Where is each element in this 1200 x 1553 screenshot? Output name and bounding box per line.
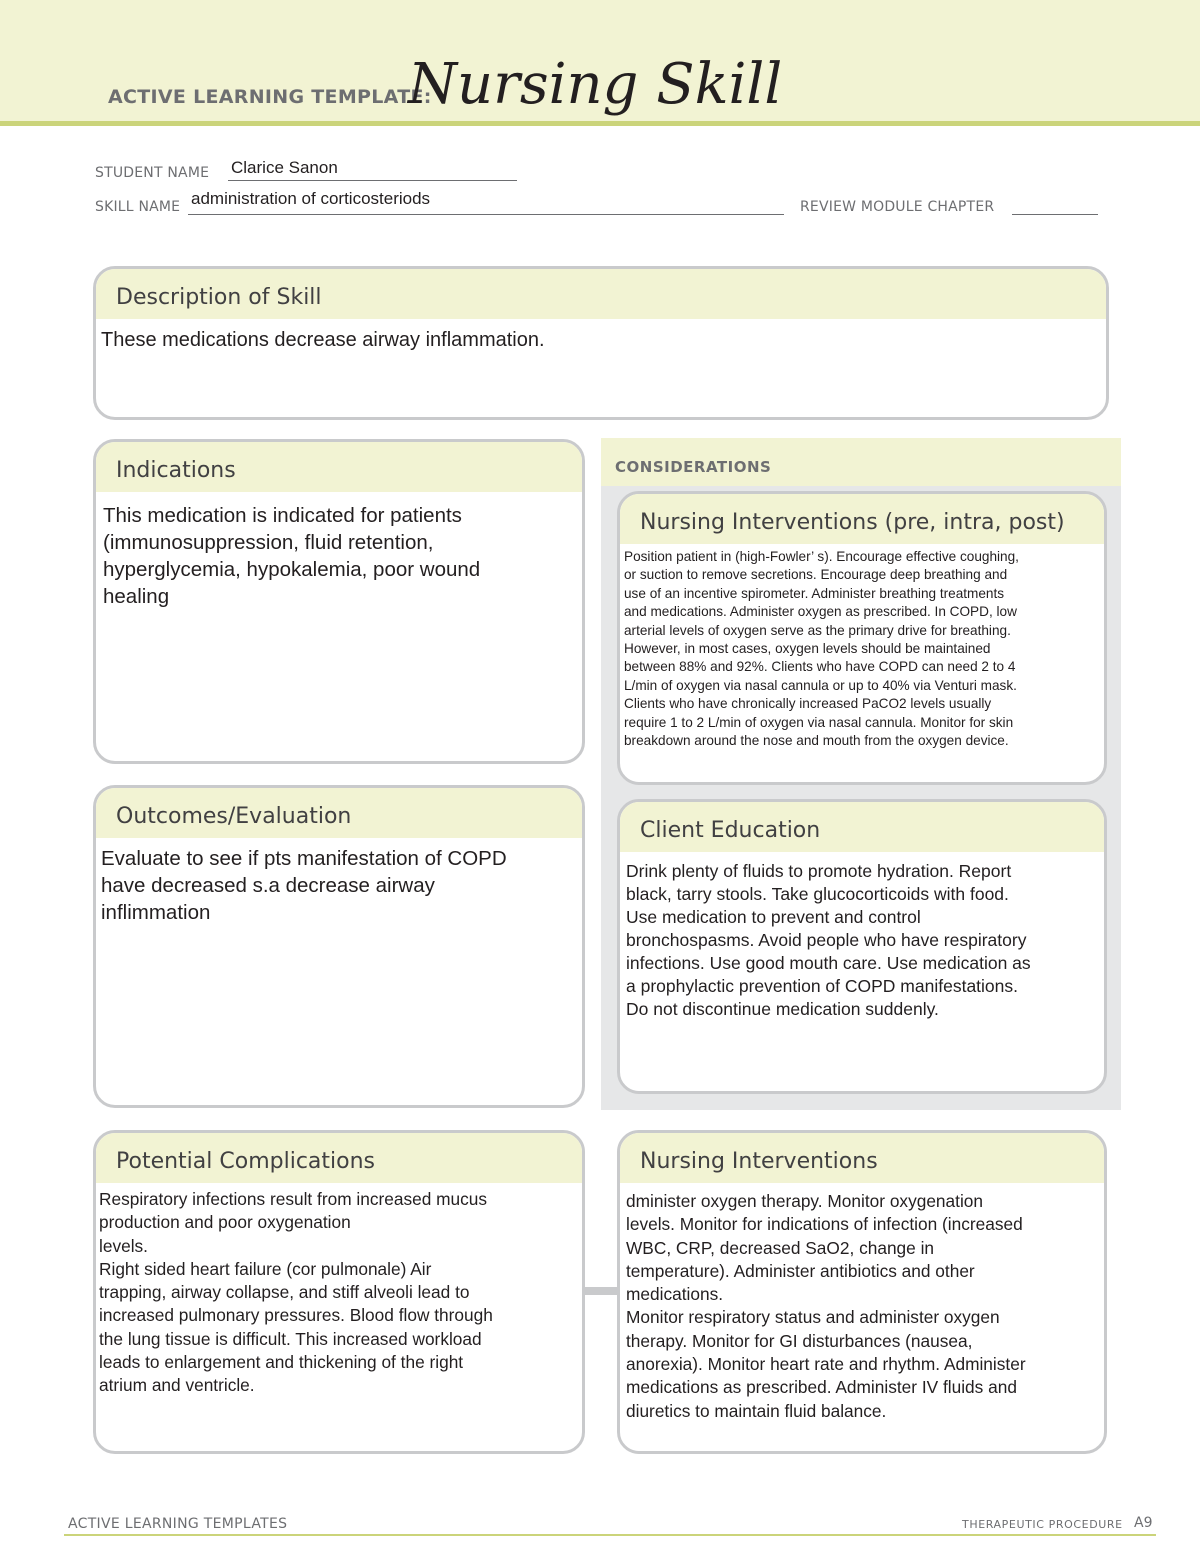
indications-box	[93, 439, 585, 764]
skill-name-field[interactable]: administration of corticosteriods	[191, 189, 431, 208]
template-label: ACTIVE LEARNING TEMPLATE:	[108, 86, 432, 108]
complications-text[interactable]: Respiratory infections result from increased mucus production and poor oxygenation levels. Right sided heart failure (cor pulmonale) Air trapping, airway collapse, and stiff alveoli lead to increased pulmonary pressures. Blood flow through the lung tissue is difficult. This increased workload leads to enlargement and thickening of the right atrium and ventricle.	[99, 1189, 493, 1396]
nursing-interventions-header	[620, 1133, 1104, 1183]
nursing-interventions-title: Nursing Interventions	[640, 1149, 878, 1174]
client-education-title: Client Education	[640, 818, 821, 843]
outcomes-title: Outcomes/Evaluation	[116, 804, 352, 829]
student-name-field[interactable]: Clarice Sanon	[231, 158, 338, 177]
indications-title: Indications	[116, 458, 236, 483]
skill-name-line	[188, 214, 784, 215]
nursing-interventions-pip-header	[620, 494, 1104, 544]
outcomes-box	[93, 785, 585, 1108]
nursing-interventions-text[interactable]: dminister oxygen therapy. Monitor oxygenation levels. Monitor for indications of infection (increased WBC, CRP, decreased SaO2, change in temperature). Administer antibiotics and other medications. Monitor respiratory status and administer oxygen therapy. Monitor for GI disturbances (nausea, anorexia). Monitor heart rate and rhythm. Administer medications as prescribed. Administer IV fluids and diuretics to maintain fluid balance.	[626, 1191, 1026, 1421]
description-header	[96, 269, 1106, 319]
page-number: A9	[1134, 1515, 1153, 1531]
considerations-label: CONSIDERATIONS	[615, 458, 772, 476]
client-education-text[interactable]: Drink plenty of fluids to promote hydration. Report black, tarry stools. Take glucocorticoids with food. Use medication to prevent and control bronchospasms. Avoid people who have respiratory infections. Use good mouth care. Use medication as a prophylactic prevention of COPD manifestations. Do not discontinue medication suddenly.	[626, 861, 1031, 1019]
description-text[interactable]: These medications decrease airway inflammation.	[101, 329, 545, 351]
nursing-interventions-box	[617, 1130, 1107, 1454]
client-education-box	[617, 799, 1107, 1094]
outcomes-header	[96, 788, 582, 838]
skill-name-label: SKILL NAME	[95, 199, 181, 215]
footer-rule	[64, 1534, 1156, 1536]
page-title: Nursing Skill	[408, 52, 783, 117]
description-box	[93, 266, 1109, 420]
description-title: Description of Skill	[116, 285, 322, 310]
nursing-interventions-pip-text[interactable]: Position patient in (high-Fowler’ s). Encourage effective coughing, or suction to remove secretions. Encourage deep breathing and use of an incentive spirometer. Administer breathing treatments and medications. Administer oxygen as prescribed. In COPD, low arterial levels of oxygen serve as the primary drive for breathing. However, in most cases, oxygen levels should be maintained between 88% and 92%. Clients who have COPD can need 2 to 4 L/min of oxygen via nasal cannula or up to 40% via Venturi mask. Clients who have chronically increased PaCO2 levels usually require 1 to 2 L/min of oxygen via nasal cannula. Monitor for skin breakdown around the nose and mouth from the oxygen device.	[624, 549, 1019, 749]
outcomes-text[interactable]: Evaluate to see if pts manifestation of COPD have decreased s.a decrease airway inflimmation	[101, 847, 507, 924]
footer-right-label: THERAPEUTIC PROCEDURE	[962, 1518, 1123, 1531]
header-rule	[0, 121, 1200, 126]
indications-header	[96, 442, 582, 492]
review-module-line[interactable]	[1012, 214, 1098, 215]
nursing-interventions-pip-title: Nursing Interventions (pre, intra, post)	[640, 510, 1065, 535]
complications-title: Potential Complications	[116, 1149, 375, 1174]
nursing-interventions-pip-box	[617, 491, 1107, 785]
footer-left-label: ACTIVE LEARNING TEMPLATES	[68, 1516, 288, 1532]
student-name-label: STUDENT NAME	[95, 165, 210, 181]
review-module-label: REVIEW MODULE CHAPTER	[800, 199, 995, 215]
indications-text[interactable]: This medication is indicated for patients (immunosuppression, fluid retention, hyperglycemia, hypokalemia, poor wound healing	[103, 504, 481, 608]
complications-box	[93, 1130, 585, 1454]
client-education-header	[620, 802, 1104, 852]
student-name-line	[228, 180, 517, 181]
complications-header	[96, 1133, 582, 1183]
